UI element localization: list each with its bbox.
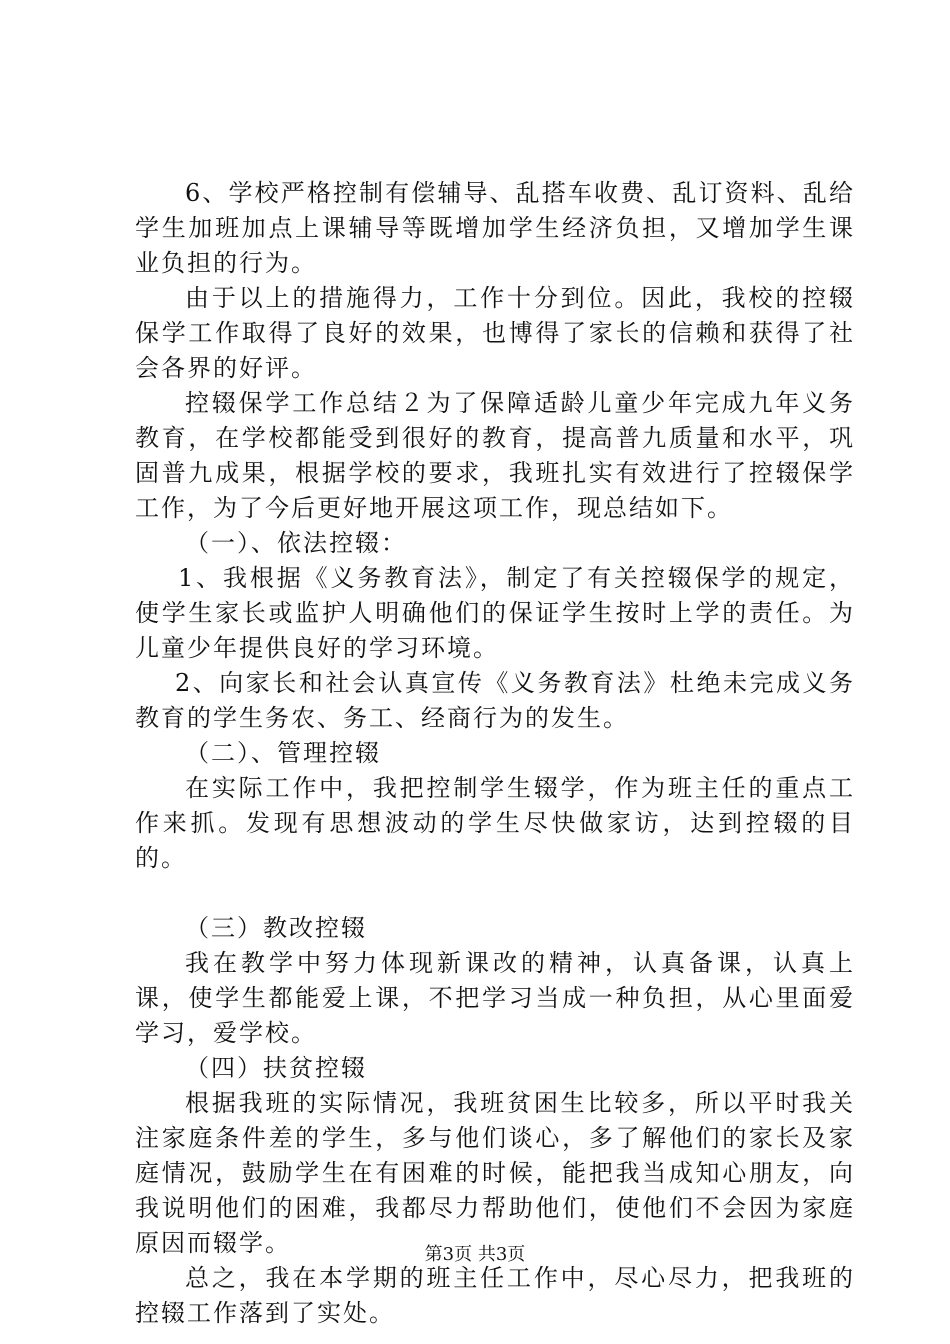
paragraph-item-6: 6、学校严格控制有偿辅导、乱搭车收费、乱订资料、乱给学生加班加点上课辅导等既增加学生经济负担，又增加学生课业负担的行为。	[135, 179, 855, 277]
section-heading-2: （二）、管理控辍	[185, 739, 381, 767]
paragraph-management: 在实际工作中，我把控制学生辍学，作为班主任的重点工作来抓。发现有思想波动的学生尽快做家访，达到控辍的目的。	[135, 774, 855, 872]
section-heading-3: （三）教改控辍	[185, 914, 367, 942]
paragraph-conclusion: 总之，我在本学期的班主任工作中，尽心尽力，把我班的控辍工作落到了实处。	[135, 1264, 855, 1327]
page-footer: 第3页 共3页	[424, 1244, 526, 1265]
paragraph-summary: 由于以上的措施得力，工作十分到位。因此，我校的控辍保学工作取得了良好的效果，也博得了家长的信赖和获得了社会各界的好评。	[135, 284, 855, 382]
section-heading-1: （一）、依法控辍：	[185, 529, 407, 557]
document-body	[135, 176, 855, 1331]
paragraph-teaching-reform: 我在教学中努力体现新课改的精神，认真备课，认真上课，使学生都能爱上课，不把学习当成一种负担，从心里面爱学习，爱学校。	[135, 949, 855, 1047]
section-heading-4: （四）扶贫控辍	[185, 1054, 367, 1082]
paragraph-summary-2-intro: 控辍保学工作总结２为了保障适龄儿童少年完成九年义务教育，在学校都能受到很好的教育，提高普九质量和水平，巩固普九成果，根据学校的要求，我班扎实有效进行了控辍保学工作，为了今后更好地开展这项工作，现总结如下。	[135, 389, 855, 522]
paragraph-poverty-support: 根据我班的实际情况，我班贫困生比较多，所以平时我关注家庭条件差的学生，多与他们谈心，多了解他们的家长及家庭情况，鼓励学生在有困难的时候，能把我当成知心朋友，向我说明他们的困难，我都尽力帮助他们，使他们不会因为家庭原因而辍学。	[135, 1089, 855, 1257]
paragraph-law-1: 1、我根据《义务教育法》，制定了有关控辍保学的规定，使学生家长或监护人明确他们的保证学生按时上学的责任。为儿童少年提供良好的学习环境。	[135, 564, 855, 662]
paragraph-law-2: 2、向家长和社会认真宣传《义务教育法》杜绝未完成义务教育的学生务农、务工、经商行为的发生。	[135, 669, 855, 732]
